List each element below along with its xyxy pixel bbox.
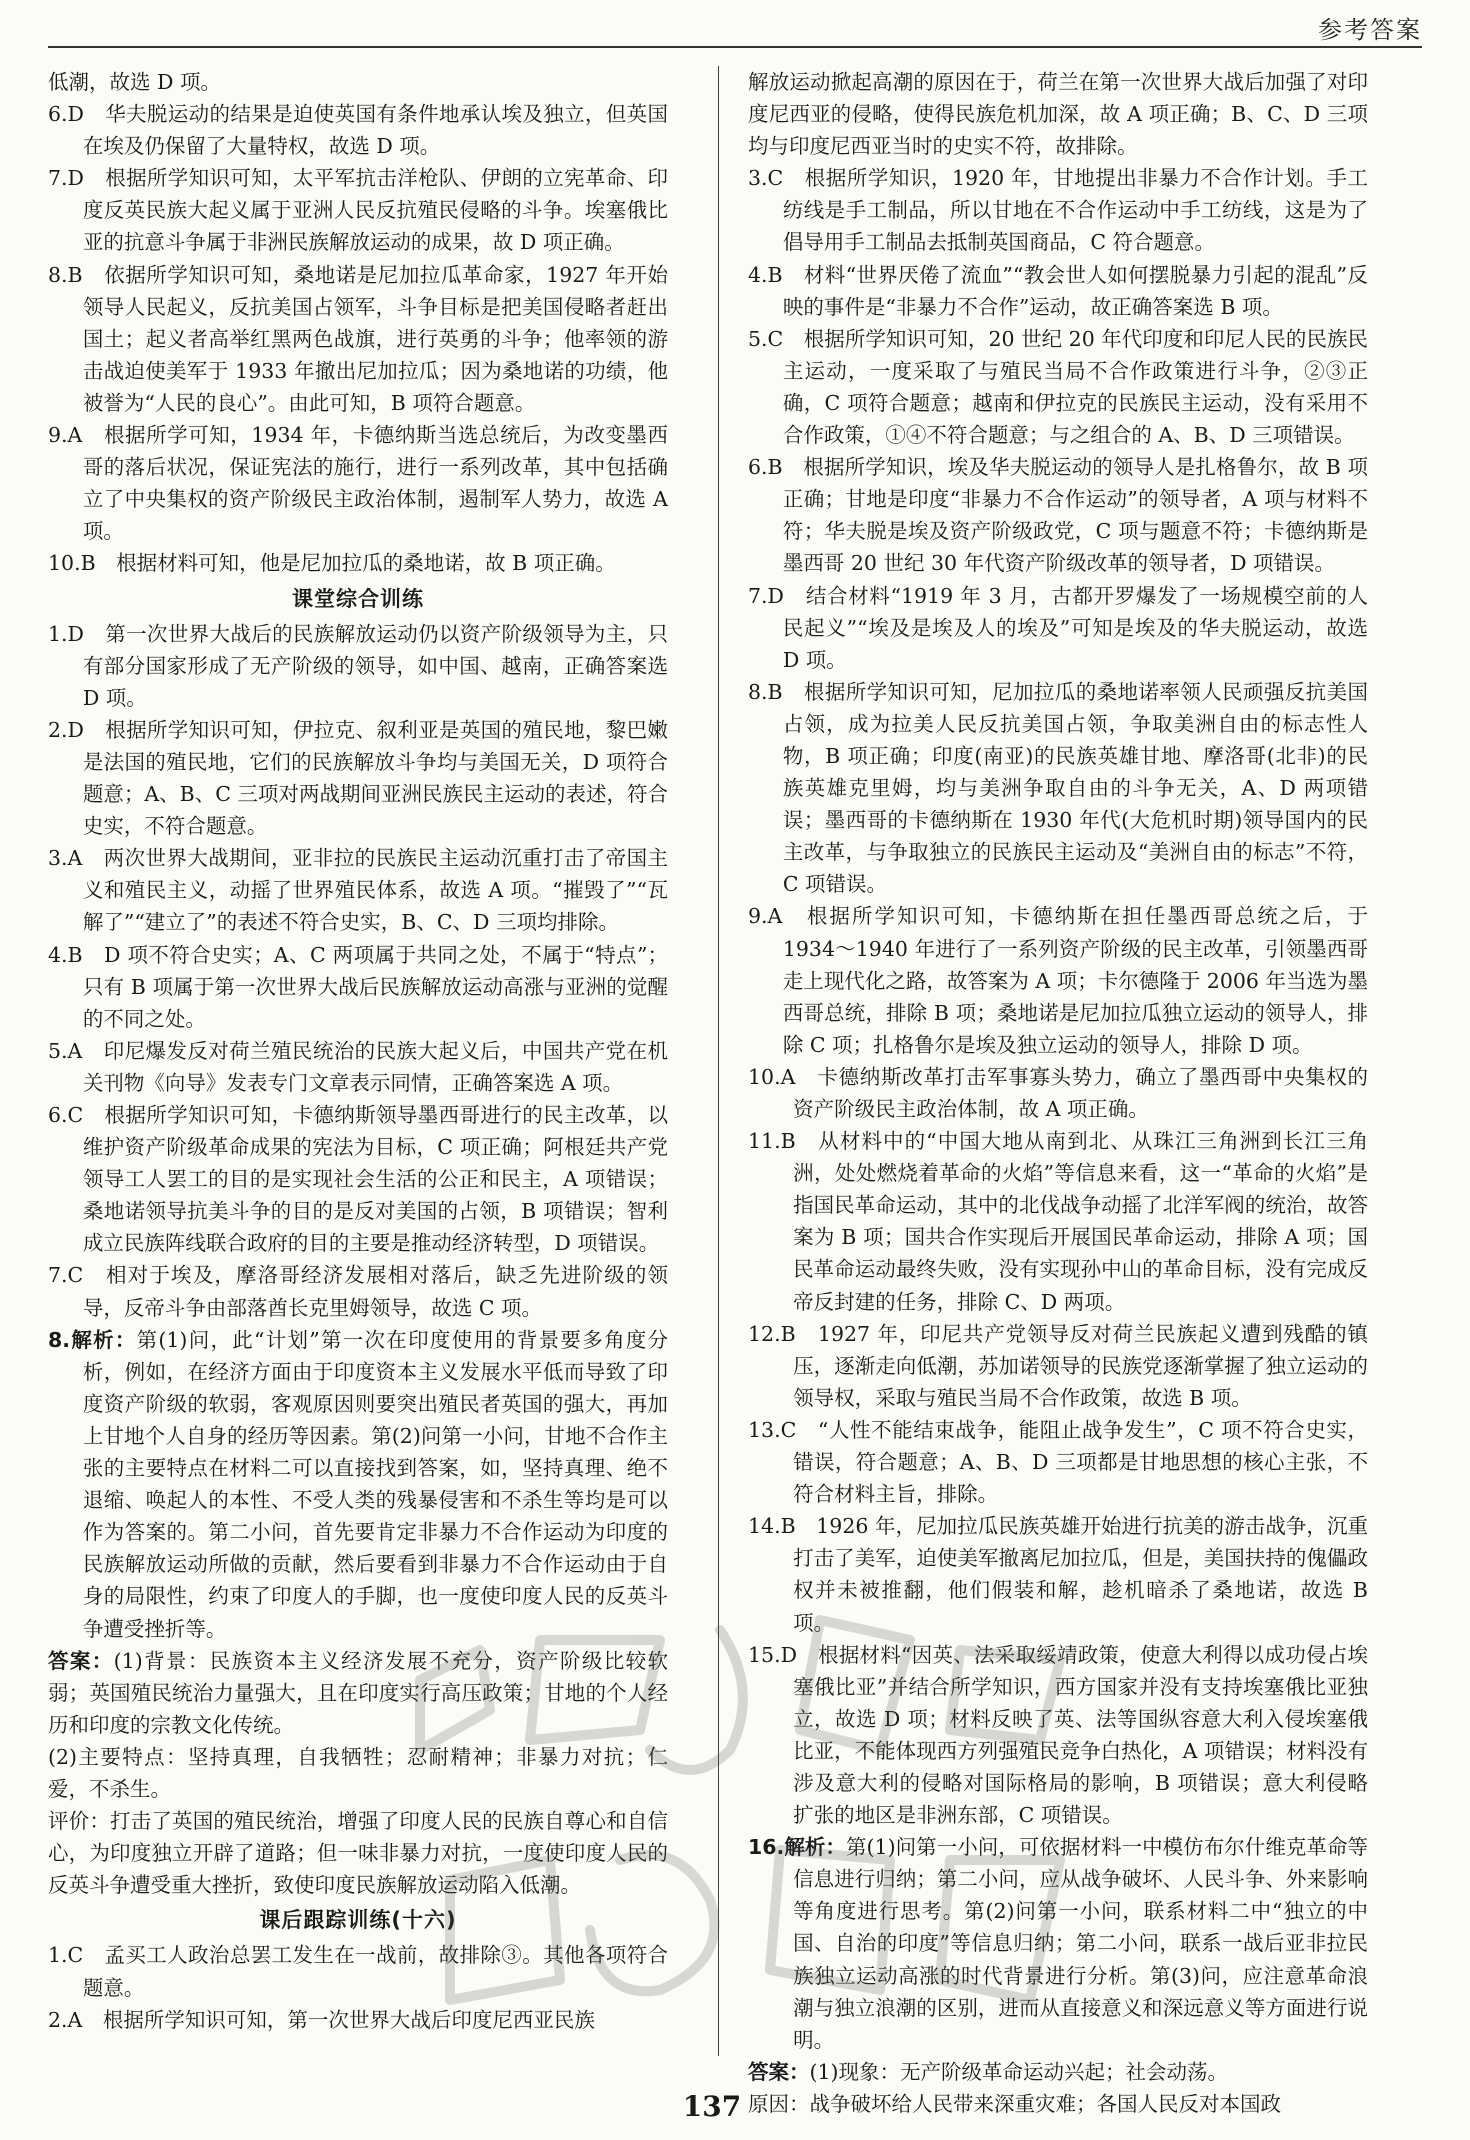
answer-item: 13.C “人性不能结束战争，能阻止战争发生”，C 项不符合史实，错误，符合题意；A、B、D 三项都是甘地思想的核心主张，不符合材料主旨，排除。 — [748, 1417, 1368, 1507]
analysis-item — [748, 1831, 1368, 2056]
column-divider — [718, 66, 719, 2056]
answer-text: 原因：战争破坏给人民带来深重灾难；各国人民反对本国政 — [748, 2091, 1281, 2116]
answer-item: 7.D 根据所学知识可知，太平军抗击洋枪队、伊朗的立宪革命、印度反英民族大起义属于亚洲人民反抗殖民侵略的斗争。埃塞俄比亚的抗意斗争属于非洲民族解放运动的成果，故 D 项正确。 — [48, 166, 668, 255]
answer-item: 3.C 根据所学知识，1920 年，甘地提出非暴力不合作计划。手工纺线是手工制品，所以甘地在不合作运动中手工纺线，这是为了倡导用手工制品去抵制英国商品，C 符合题意。 — [748, 166, 1368, 255]
answer-block — [48, 1645, 668, 1741]
answer-text: (2)主要特点：坚持真理，自我牺牲；忍耐精神；非暴力对抗；仁爱，不杀生。 — [48, 1744, 668, 1801]
answer-item: 6.B 根据所学知识，埃及华夫脱运动的领导人是扎格鲁尔，故 B 项正确；甘地是印度“非暴力不合作运动”的领导者，A 项与材料不符；华夫脱是埃及资产阶级政党，C 项与题意不符；卡德纳斯是墨西哥 20 世纪 30 年代资产阶级改革的领导者，D 项错误。 — [748, 455, 1368, 576]
answer-item: 6.C 根据所学知识可知，卡德纳斯领导墨西哥进行的民主改革，以维护资产阶级革命成果的宪法为目标，C 项正确；阿根廷共产党领导工人罢工的目的是实现社会生活的公正和民主，A 项错误；桑地诺领导抗美斗争的目的是反对美国的占领，B 项错误；智利成立民族阵线联合政府的目的主要是推动经济转型，D 项错误。 — [48, 1103, 668, 1256]
right-intro: 解放运动掀起高潮的原因在于，荷兰在第一次世界大战后加强了对印度尼西亚的侵略，使得民族危机加深，故 A 项正确；B、C、D 三项均与印度尼西亚当时的史实不符，故排除。 — [748, 70, 1368, 159]
analysis-label: 8.解析： — [48, 1327, 137, 1352]
answer-item: 2.A 根据所学知识可知，第一次世界大战后印度尼西亚民族 — [48, 2007, 595, 2032]
answer-label: 答案： — [748, 2059, 810, 2084]
answer-item: 5.C 根据所学知识可知，20 世纪 20 年代印度和印尼人民的民族民主运动，一度采取了与殖民当局不合作政策进行斗争，②③正确，C 项符合题意；越南和伊拉克的民族民主运动，没有采用不合作政策，①④不符合题意；与之组合的 A、B、D 三项错误。 — [748, 326, 1368, 448]
answer-item: 1.C 孟买工人政治总罢工发生在一战前，故排除③。其他各项符合题意。 — [48, 1943, 668, 2000]
answer-item: 6.D 华夫脱运动的结果是迫使英国有条件地承认埃及独立，但英国在埃及仍保留了大量特权，故选 D 项。 — [48, 102, 668, 159]
header-title: 参考答案 — [1318, 16, 1422, 44]
answer-item: 1.D 第一次世界大战后的民族解放运动仍以资产阶级领导为主，只有部分国家形成了无产阶级的领导，如中国、越南，正确答案选 D 项。 — [48, 621, 668, 710]
analysis-text: 第(1)问第一小问，可依据材料一中模仿布尔什维克革命等信息进行归纳；第二小问，应从战争破坏、人民斗争、外来影响等角度进行思考。第(2)问第一小问，联系材料二中“独立的中国、自治的印度”等信息归纳；第二小问，联系一战后亚非拉民族独立运动高涨的时代背景进行分析。第(3)问，应注意革命浪潮与独立浪潮的区别，进而从直接意义和深远意义等方面进行说明。 — [793, 1835, 1368, 2052]
answer-item: 3.A 两次世界大战期间，亚非拉的民族民主运动沉重打击了帝国主义和殖民主义，动摇了世界殖民体系，故选 A 项。“摧毁了”“瓦解了”“建立了”的表述不符合史实，B、C、D 三项均排除。 — [48, 846, 668, 935]
header-rule — [48, 46, 1422, 48]
left-intro: 低潮，故选 D 项。 — [48, 70, 221, 94]
answer-text: (1)背景：民族资本主义经济发展不充分，资产阶级比较软弱；英国殖民统治力量强大，且在印度实行高压政策；甘地的个人经历和印度的宗教文化传统。 — [48, 1648, 669, 1737]
answer-text: 评价：打击了英国的殖民统治，增强了印度人民的民族自尊心和自信心，为印度独立开辟了道路；但一味非暴力对抗，一度使印度人民的反英斗争遭受重大挫折，致使印度民族解放运动陷入低潮。 — [48, 1809, 668, 1898]
page-header — [48, 0, 1422, 60]
answer-item: 7.D 结合材料“1919 年 3 月，古都开罗爆发了一场规模空前的人民起义”“埃及是埃及人的埃及”可知是埃及的华夫脱运动，故选 D 项。 — [748, 583, 1368, 672]
answer-item: 9.A 根据所学可知，1934 年，卡德纳斯当选总统后，为改变墨西哥的落后状况，保证宪法的施行，进行一系列改革，其中包括确立了中央集权的资产阶级民主政治体制，遏制军人势力，故选 A 项。 — [48, 423, 668, 544]
section-heading: 课堂综合训练 — [292, 586, 424, 611]
answer-item: 8.B 根据所学知识可知，尼加拉瓜的桑地诺率领人民顽强反抗美国占领，成为拉美人民反抗美国占领，争取美洲自由的标志性人物，B 项正确；印度(南亚)的民族英雄甘地、摩洛哥(北非)的民族英雄克里姆，均与美洲争取自由的斗争无关，A、D 两项错误；墨西哥的卡德纳斯在 1930 年代(大危机时期)领导国内的民主改革，与争取独立的民族民主运动及“美洲自由的标志”不符，C 项错误。 — [748, 679, 1368, 897]
answer-text: (1)现象：无产阶级革命运动兴起；社会动荡。 — [809, 2059, 1229, 2084]
answer-item: 4.B D 项不符合史实；A、C 两项属于共同之处，不属于“特点”；只有 B 项属于第一次世界大战后民族解放运动高涨与亚洲的觉醒的不同之处。 — [48, 942, 668, 1031]
answer-label: 答案： — [48, 1648, 114, 1673]
answer-item: 7.C 相对于埃及，摩洛哥经济发展相对落后，缺乏先进阶级的领导，反帝斗争由部落酋长克里姆领导，故选 C 项。 — [48, 1263, 668, 1320]
answer-item: 5.A 印尼爆发反对荷兰殖民统治的民族大起义后，中国共产党在机关刊物《向导》发表专门文章表示同情，正确答案选 A 项。 — [48, 1038, 668, 1095]
section-heading: 课后跟踪训练(十六) — [259, 1908, 457, 1933]
answer-block — [748, 2056, 1368, 2088]
answer-item: 12.B 1927 年，印尼共产党领导反对荷兰民族起义遭到残酷的镇压，逐渐走向低潮，苏加诺领导的民族党逐渐掌握了独立运动的领导权，采取与殖民当局不合作政策，故选 B 项。 — [748, 1321, 1368, 1410]
answer-item: 2.D 根据所学知识可知，伊拉克、叙利亚是英国的殖民地，黎巴嫩是法国的殖民地，它们的民族解放斗争均与美国无关，D 项符合题意；A、B、C 三项对两战期间亚洲民族民主运动的表述，符合史实，不符合题意。 — [48, 717, 668, 839]
answer-item: 14.B 1926 年，尼加拉瓜民族英雄开始进行抗美的游击战争，沉重打击了美军，迫使美军撤离尼加拉瓜，但是，美国扶持的傀儡政权并未被推翻，他们假装和解，趁机暗杀了桑地诺，故选 B 项。 — [748, 1514, 1368, 1635]
answer-item: 8.B 依据所学知识可知，桑地诺是尼加拉瓜革命家，1927 年开始领导人民起义，反抗美国占领军，斗争目标是把美国侵略者赶出国土；起义者高举红黑两色战旗，进行英勇的斗争；他率领的游击战迫使美军于 1933 年撤出尼加拉瓜；因为桑地诺的功绩，他被誉为“人民的良心”。由此可知，B 项符合题意。 — [48, 262, 668, 415]
analysis-item — [48, 1324, 668, 1645]
answer-item: 15.D 根据材料“因英、法采取绥靖政策，使意大利得以成功侵占埃塞俄比亚”并结合所学知识，西方国家并没有支持埃塞俄比亚独立，故选 D 项；材料反映了英、法等国纵容意大利入侵埃塞俄比亚，不能体现西方列强殖民竞争白热化，A 项错误；材料没有涉及意大利的侵略对国际格局的影响，B 项错误；意大利侵略扩张的地区是非洲东部，C 项错误。 — [748, 1642, 1368, 1828]
analysis-label: 16.解析： — [748, 1835, 846, 1860]
answer-item: 4.B 材料“世界厌倦了流血”“教会世人如何摆脱暴力引起的混乱”反映的事件是“非暴力不合作”运动，故正确答案选 B 项。 — [748, 262, 1368, 319]
answer-item: 11.B 从材料中的“中国大地从南到北、从珠江三角洲到长江三角洲，处处燃烧着革命的火焰”等信息来看，这一“革命的火焰”是指国民革命运动，其中的北伐战争动摇了北洋军阀的统治，故答案为 B 项；国共合作实现后开展国民革命运动，排除 A 项；国民革命运动最终失败，没有实现孙中山的革命目标，没有完成反帝反封建的任务，排除 C、D 两项。 — [748, 1129, 1368, 1314]
answer-item: 9.A 根据所学知识可知，卡德纳斯在担任墨西哥总统之后，于 1934～1940 年进行了一系列资产阶级的民主改革，引领墨西哥走上现代化之路，故答案为 A 项；卡尔德隆于 2006 年当选为墨西哥总统，排除 B 项；桑地诺是尼加拉瓜独立运动的领导人，排除 C 项；扎格鲁尔是埃及独立运动的领导人，排除 D 项。 — [748, 904, 1368, 1057]
analysis-text: 第(1)问，此“计划”第一次在印度使用的背景要多角度分析，例如，在经济方面由于印度资本主义发展水平低而导致了印度资产阶级的软弱，客观原因则要突出殖民者英国的强大，再加上甘地个人自身的经历等因素。第(2)问第一小问，甘地不合作主张的主要特点在材料二可以直接找到答案，如，坚持真理、绝不退缩、唤起人的本性、不受人类的残暴侵害和不杀生等均是可以作为答案的。第二小问，首先要肯定非暴力不合作运动为印度的民族解放运动所做的贡献，然后要看到非暴力不合作运动由于自身的局限性，约束了印度人的手脚，也一度使印度人民的反英斗争遭受挫折等。 — [82, 1327, 668, 1641]
right-column — [748, 66, 1368, 2116]
page-number: 137 — [682, 2090, 742, 2123]
answer-item: 10.A 卡德纳斯改革打击军事寡头势力，确立了墨西哥中央集权的资产阶级民主政治体制，故 A 项正确。 — [748, 1064, 1368, 1121]
left-column — [48, 66, 668, 2056]
answer-item: 10.B 根据材料可知，他是尼加拉瓜的桑地诺，故 B 项正确。 — [48, 551, 616, 576]
